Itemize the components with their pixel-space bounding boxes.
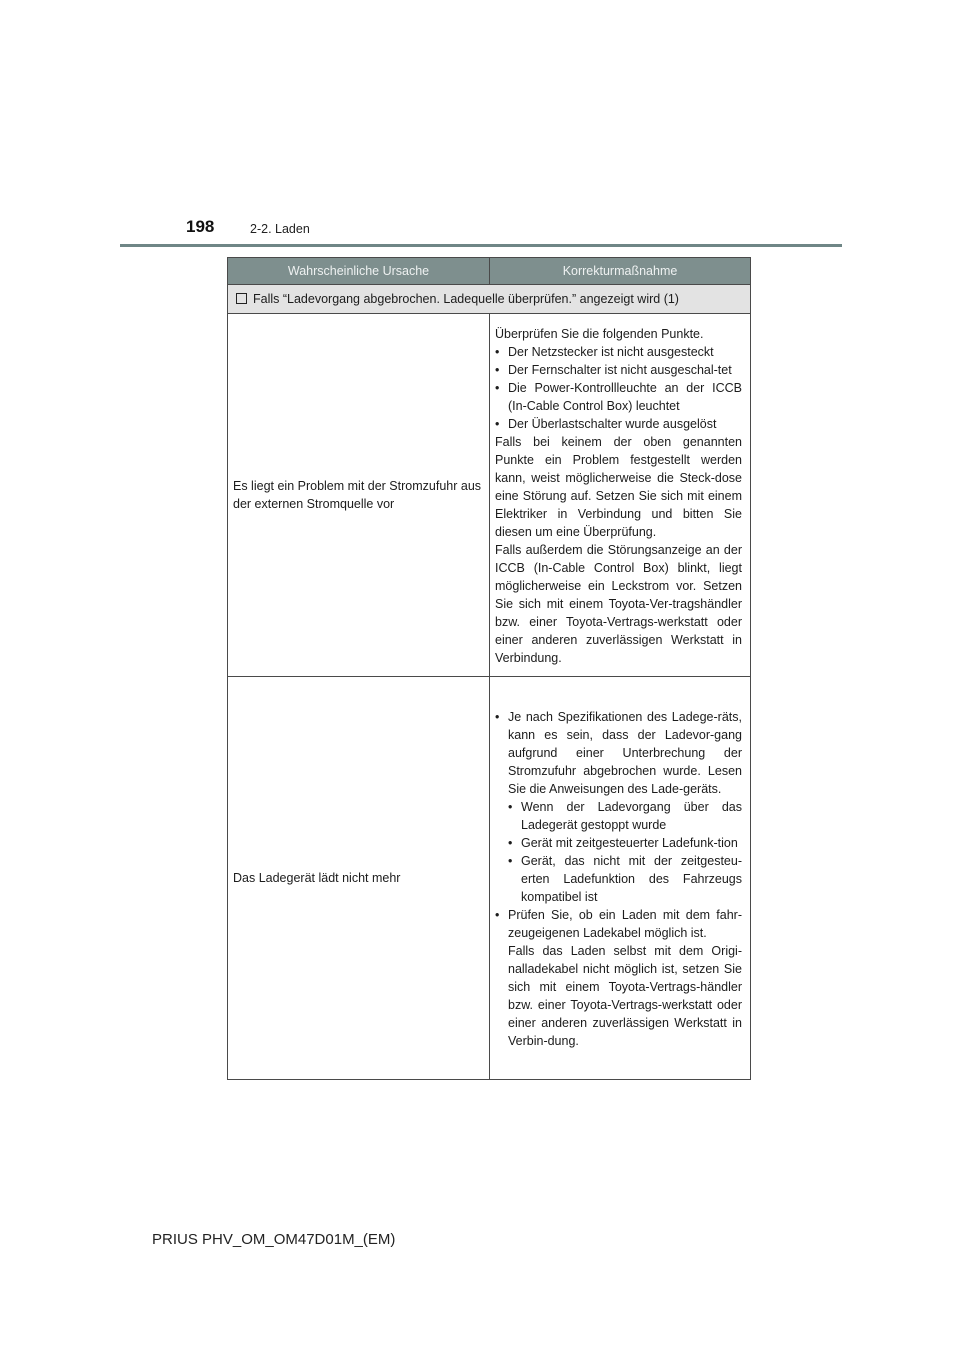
cause-cell: Das Ladegerät lädt nicht mehr xyxy=(228,677,490,1080)
page-number: 198 xyxy=(186,217,215,236)
table-row xyxy=(228,314,751,677)
column-header-action: Korrekturmaßnahme xyxy=(490,258,751,285)
section-condition xyxy=(228,285,751,314)
list-item-continuation: Falls das Laden selbst mit dem Origi-nalladekabel nicht möglich ist, setzen Sie sich mit einem Toyota-Vertrags-händler bzw. einer Toyota-Vertrags-werkstatt oder einer anderen zuverlässigen Werkstatt in Verbin-dung. xyxy=(508,943,742,1048)
action-paragraph: Falls außerdem die Störungsanzeige an der ICCB (In-Cable Control Box) blinkt, liegt möglicherweise ein Leckstrom vor. Setzen Sie sich mit einem Toyota-Ver-tragshändler bzw. einer Toyota-Vertrags-werkstatt oder einer anderen zuverlässigen Werkstatt in Verbindung. xyxy=(495,542,742,665)
cause-cell: Es liegt ein Problem mit der Stromzufuhr aus der externen Stromquelle vor xyxy=(228,314,490,677)
sub-list-item: • Gerät mit zeitgesteuerter Ladefunk-tion xyxy=(508,834,742,852)
document-code: PRIUS PHV_OM_OM47D01M_(EM) xyxy=(152,1231,396,1248)
action-cell xyxy=(490,677,751,1080)
list-item: • Die Power-Kontrollleuchte an der ICCB (In-Cable Control Box) leuchtet xyxy=(495,379,742,415)
sub-list-item: • Wenn der Ladevorgang über das Ladegerät gestoppt wurde xyxy=(508,798,742,834)
table-row xyxy=(228,677,751,1080)
action-paragraph: Falls bei keinem der oben genannten Punkte ein Problem festgestellt werden kann, weist möglicherweise die Steck-dose eine Störung auf. Setzen Sie sich mit einem Elektriker in Verbindung und bitten Sie diesen um eine Überprüfung. xyxy=(495,434,742,539)
list-item: • Je nach Spezifikationen des Ladege-räts, kann es sein, dass der Ladevor-gang aufgrund einer Unterbrechung der Stromzufuhr abgebrochen wurde. Lesen Sie die Anweisungen des Lade-geräts. xyxy=(495,708,742,798)
section-title: 2-2. Laden xyxy=(250,222,310,236)
list-item: • Der Fernschalter ist nicht ausgeschal-tet xyxy=(495,361,742,379)
troubleshooting-table xyxy=(227,257,751,1080)
header-divider xyxy=(120,244,842,247)
list-item: • Der Netzstecker ist nicht ausgesteckt xyxy=(495,343,742,361)
sub-list-item: • Gerät, das nicht mit der zeitgesteu-erten Ladefunktion des Fahrzeugs kompatibel ist xyxy=(508,852,742,906)
action-intro: Überprüfen Sie die folgenden Punkte. xyxy=(495,326,704,341)
table-section-row xyxy=(228,285,751,314)
action-cell xyxy=(490,314,751,677)
list-item: • Prüfen Sie, ob ein Laden mit dem fahr-zeugeigenen Ladekabel möglich ist. xyxy=(495,906,742,942)
table-header-row xyxy=(228,258,751,285)
column-header-cause: Wahrscheinliche Ursache xyxy=(228,258,490,285)
list-item: • Der Überlastschalter wurde ausgelöst xyxy=(495,415,742,433)
section-condition-text: Falls “Ladevorgang abgebrochen. Ladequelle überprüfen.” angezeigt wird (1) xyxy=(253,292,679,306)
checkbox-square-icon xyxy=(236,293,247,304)
